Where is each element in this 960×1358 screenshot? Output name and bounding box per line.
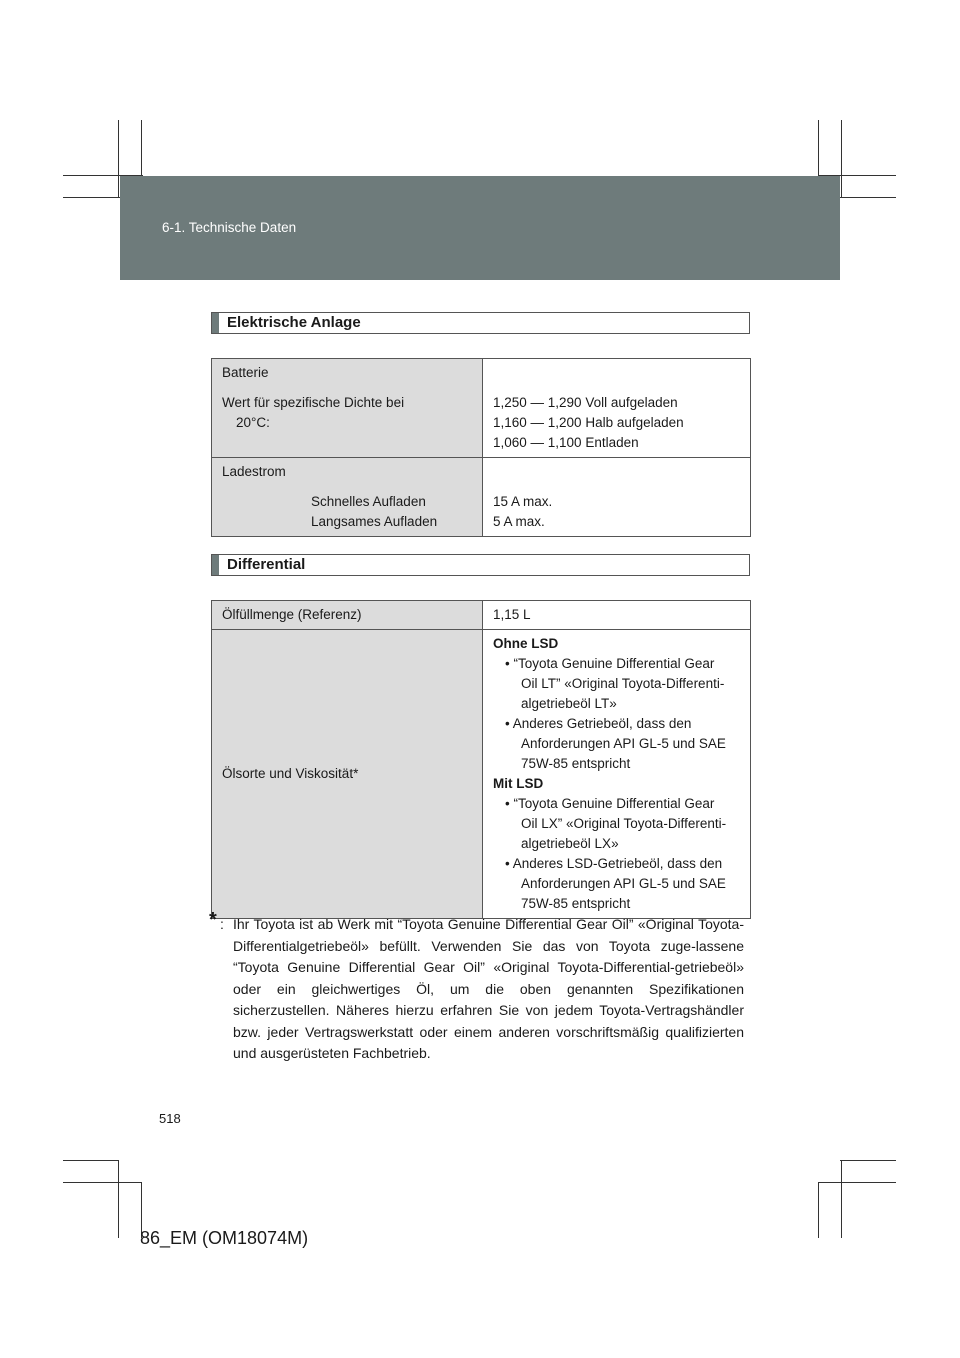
footnote-text: Ihr Toyota ist ab Werk mit “Toyota Genuine Differential Gear Oil” «Original Toyota-Differentialgetriebeöl» befüllt. Verwenden Sie das von Toyota zuge-lassene “Toyota Genuine Differential Gear Oil” «Original Toyota-Differential-getriebeöl» oder ein gleichwertiges Öl, um die oben genannten Spezifikationen sicherzustellen. Näheres hierzu erfahren Sie von jedem Toyota-Vertragshändler bzw. jeder Vertragswerkstatt oder einem anderen vorschriftsmäßig qualifizierten und ausgerüsteten Fachbetrieb. [233, 916, 744, 1061]
table-row [212, 359, 751, 458]
density-value: 1,060 — 1,100 Entladen [493, 435, 639, 450]
crop-mark [840, 197, 896, 198]
list-item: 75W-85 entspricht [521, 896, 631, 911]
table-row [212, 458, 751, 537]
capacity-label: Ölfüllmenge (Referenz) [212, 601, 483, 630]
list-item: • “Toyota Genuine Differential Gear [505, 656, 715, 671]
list-item: • “Toyota Genuine Differential Gear [505, 796, 715, 811]
density-values-cell [483, 359, 751, 458]
crop-mark [63, 1182, 142, 1183]
charge-values-cell [483, 458, 751, 537]
crop-mark [840, 1160, 896, 1161]
crop-mark [818, 1182, 896, 1183]
crop-mark [841, 1160, 842, 1238]
crop-mark [118, 120, 119, 198]
without-lsd-heading: Ohne LSD [493, 636, 559, 651]
density-label-temp: 20°C: [236, 415, 270, 430]
with-lsd-heading: Mit LSD [493, 776, 544, 791]
list-item: algetriebeöl LX» [521, 836, 619, 851]
crop-mark [841, 120, 842, 198]
list-item: • Anderes Getriebeöl, dass den [505, 716, 692, 731]
electrical-heading-text: Elektrische Anlage [227, 314, 361, 331]
charge-slow-label: Langsames Aufladen [311, 514, 438, 529]
table-row [212, 630, 751, 919]
density-value: 1,250 — 1,290 Voll aufgeladen [493, 395, 678, 410]
list-item: Anforderungen API GL-5 und SAE [521, 736, 726, 751]
footnote-mark: * [209, 909, 217, 931]
list-item: Anforderungen API GL-5 und SAE [521, 876, 726, 891]
electrical-heading [211, 312, 750, 334]
list-item: algetriebeöl LT» [521, 696, 617, 711]
footnote [209, 909, 744, 1065]
density-label: Wert für spezifische Dichte bei [222, 395, 405, 410]
footnote-colon: : [220, 916, 224, 932]
differential-heading [211, 554, 750, 576]
differential-heading-text: Differential [227, 556, 306, 573]
header-band [120, 176, 840, 280]
page-number: 518 [159, 1111, 181, 1126]
oil-values-cell [483, 630, 751, 919]
battery-label-cell [212, 359, 483, 458]
table-row [212, 601, 751, 630]
electrical-table [211, 358, 751, 537]
list-item: Oil LT” «Original Toyota-Differenti- [521, 676, 725, 691]
heading-bar [212, 555, 219, 575]
list-item: • Anderes LSD-Getriebeöl, dass den [505, 856, 723, 871]
oil-label: Ölsorte und Viskosität* [212, 630, 483, 919]
charge-slow-value: 5 A max. [493, 514, 545, 529]
section-title: 6-1. Technische Daten [162, 220, 297, 235]
density-value: 1,160 — 1,200 Halb aufgeladen [493, 415, 684, 430]
differential-table [211, 600, 751, 919]
charge-label: Ladestrom [222, 464, 286, 479]
crop-mark [118, 1160, 119, 1238]
crop-mark [63, 1160, 119, 1161]
crop-mark [63, 197, 120, 198]
charge-fast-label: Schnelles Aufladen [311, 494, 426, 509]
battery-label: Batterie [222, 365, 269, 380]
document-id: 86_EM (OM18074M) [140, 1228, 309, 1248]
list-item: 75W-85 entspricht [521, 756, 631, 771]
charge-label-cell [212, 458, 483, 537]
capacity-value: 1,15 L [483, 601, 751, 630]
crop-mark [818, 1182, 819, 1238]
list-item: Oil LX” «Original Toyota-Differenti- [521, 816, 727, 831]
charge-fast-value: 15 A max. [493, 494, 553, 509]
heading-bar [212, 313, 219, 333]
